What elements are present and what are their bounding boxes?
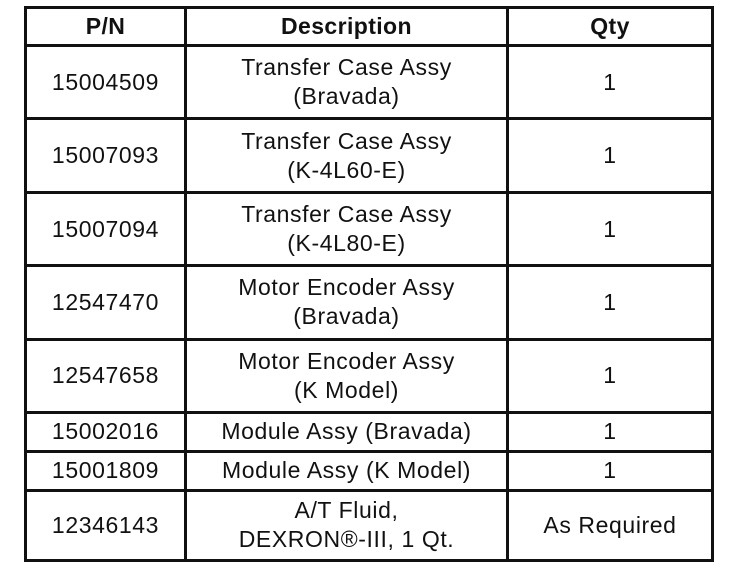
- header-qty: Qty: [508, 8, 713, 46]
- cell-qty: 1: [508, 266, 713, 339]
- description-line: Transfer Case Assy: [241, 127, 452, 154]
- table-row: [26, 119, 713, 192]
- description-line: Transfer Case Assy: [241, 54, 452, 81]
- header-pn: P/N: [26, 8, 186, 46]
- description-line: Module Assy (Bravada): [221, 418, 472, 445]
- cell-description: [186, 266, 508, 339]
- description-line: Module Assy (K Model): [221, 457, 472, 484]
- cell-qty: 1: [508, 451, 713, 490]
- cell-description: [186, 451, 508, 490]
- cell-qty: 1: [508, 192, 713, 265]
- cell-description: [186, 192, 508, 265]
- header-description: Description: [186, 8, 508, 46]
- description-line: Motor Encoder Assy: [238, 274, 455, 301]
- cell-description: [186, 490, 508, 560]
- cell-qty: 1: [508, 119, 713, 192]
- table-row: [26, 46, 713, 119]
- description-line: (K Model): [293, 376, 400, 403]
- description-line: (K-4L60-E): [287, 156, 406, 183]
- table-row: [26, 339, 713, 412]
- cell-qty: 1: [508, 413, 713, 452]
- cell-pn: 15001809: [26, 451, 186, 490]
- table-row: [26, 490, 713, 560]
- description-line: A/T Fluid,: [294, 497, 399, 524]
- description-line: (Bravada): [293, 303, 400, 330]
- parts-table: [24, 6, 714, 562]
- description-line: Transfer Case Assy: [241, 201, 452, 228]
- description-line: DEXRON®-III, 1 Qt.: [238, 526, 455, 553]
- cell-qty: As Required: [508, 490, 713, 560]
- table-row: [26, 192, 713, 265]
- cell-description: [186, 413, 508, 452]
- description-line: (K-4L80-E): [287, 230, 406, 257]
- cell-pn: 12547658: [26, 339, 186, 412]
- table-row: [26, 451, 713, 490]
- cell-pn: 15007094: [26, 192, 186, 265]
- cell-description: [186, 339, 508, 412]
- table-row: [26, 413, 713, 452]
- cell-pn: 12547470: [26, 266, 186, 339]
- cell-pn: 15002016: [26, 413, 186, 452]
- cell-pn: 15004509: [26, 46, 186, 119]
- description-line: Motor Encoder Assy: [238, 347, 455, 374]
- header-row: [26, 8, 713, 46]
- table-row: [26, 266, 713, 339]
- cell-pn: 12346143: [26, 490, 186, 560]
- cell-qty: 1: [508, 46, 713, 119]
- cell-description: [186, 46, 508, 119]
- description-line: (Bravada): [293, 83, 400, 110]
- cell-pn: 15007093: [26, 119, 186, 192]
- cell-description: [186, 119, 508, 192]
- cell-qty: 1: [508, 339, 713, 412]
